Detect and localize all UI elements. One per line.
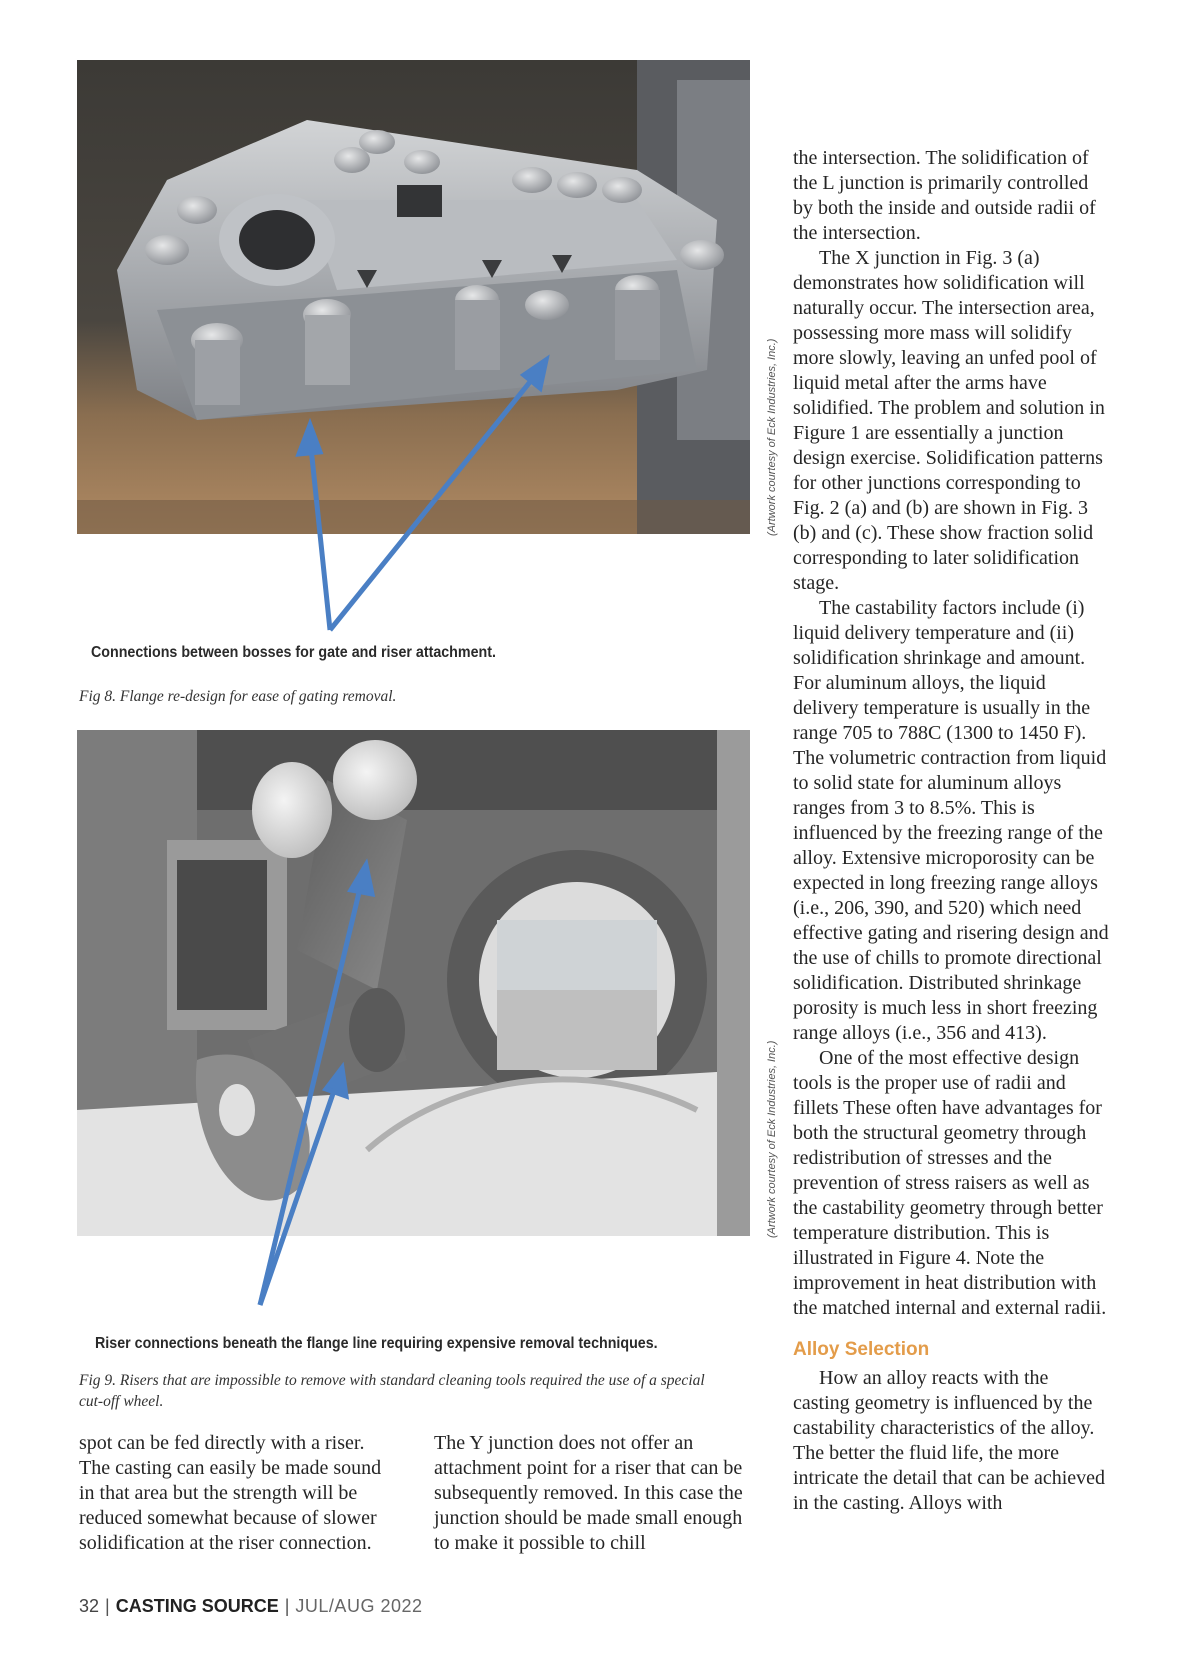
- right-paragraph-4: One of the most effective design tools is the proper use of radii and fillets These often have advantages for both the structural geometry through redistribution of stresses and the prevention of stress raisers as well as the castability geometry through better temperature distribution. This is illustrated in Figure 4. Note the improvement in heat distribution with the matched internal and external radii.: [793, 1047, 1107, 1319]
- issue-date: JUL/AUG 2022: [295, 1596, 423, 1616]
- section-heading-alloy-selection: Alloy Selection: [793, 1339, 930, 1360]
- right-paragraph-3: The castability factors include (i) liquid delivery temperature and (ii) solidification shrinkage and amount. For aluminum alloys, the liquid delivery temperature is usually in the range 705 to 788C (1300 to 1450 F). The volumetric contraction from liquid to solid state for aluminum alloys ranges from 3 to 8.5%. This is influenced by the freezing range of the alloy. Extensive microporosity can be expected in long freezing range alloys (i.e., 206, 390, and 520) which need effective gating and risering design and the use of chills to promote directional solidification. Distributed shrinkage porosity is much less in short freezing range alloys (i.e., 356 and 413).: [793, 597, 1109, 1044]
- bottom-left-column: spot can be fed directly with a riser. The casting can easily be made sound in that area but the strength will be reduced somewhat because of slower solidification at the riser connection.: [79, 1432, 382, 1554]
- right-column: [793, 146, 1109, 1516]
- fig9-arrow-lower: [260, 1068, 346, 1305]
- fig9-annotation: Riser connections beneath the flange line requiring expensive removal techniques.: [95, 1335, 658, 1352]
- bottom-middle-column: The Y junction does not offer an attachment point for a riser that can be subsequently removed. In this case the junction should be made small enough to make it possible to chill: [434, 1432, 743, 1554]
- right-paragraph-5: How an alloy reacts with the casting geometry is influenced by the castability characteristics of the alloy. The better the fluid life, the more intricate the detail that can be achieved in the casting. Alloys with: [793, 1367, 1106, 1514]
- fig9-caption: Fig 9. Risers that are impossible to remove with standard cleaning tools required the use of a special cut-off wheel.: [79, 1372, 705, 1410]
- page-number: 32: [79, 1596, 100, 1616]
- footer-separator-2: |: [284, 1596, 290, 1616]
- fig8-arrow-right: [330, 360, 546, 630]
- fig8-annotation: Connections between bosses for gate and riser attachment.: [91, 644, 496, 661]
- right-paragraph-1: the intersection. The solidification of the L junction is primarily controlled by both the inside and outside radii of the intersection.: [793, 147, 1096, 244]
- fig9-credit: (Artwork courtesy of Eck Industries, Inc.): [766, 1040, 778, 1238]
- footer-separator-1: |: [105, 1596, 110, 1616]
- right-paragraph-2: The X junction in Fig. 3 (a) demonstrates how solidification will naturally occur. The intersection area, possessing more mass will solidify more slowly, leaving an unfed pool of liquid metal after the arms have solidified. The problem and solution in Figure 1 are essentially a junction design exercise. Solidification patterns for other junctions corresponding to Fig. 2 (a) and (b) are shown in Fig. 3 (b) and (c). These show fraction solid corresponding to later solidification stage.: [793, 247, 1105, 594]
- page-footer: [79, 1596, 422, 1617]
- magazine-name: CASTING SOURCE: [115, 1596, 279, 1616]
- fig9-arrow-upper: [260, 865, 372, 1305]
- fig8-credit: (Artwork courtesy of Eck Industries, Inc.): [766, 338, 778, 536]
- fig8-arrow-left: [299, 425, 330, 630]
- fig8-caption: Fig 8. Flange re-design for ease of gating removal.: [79, 688, 397, 705]
